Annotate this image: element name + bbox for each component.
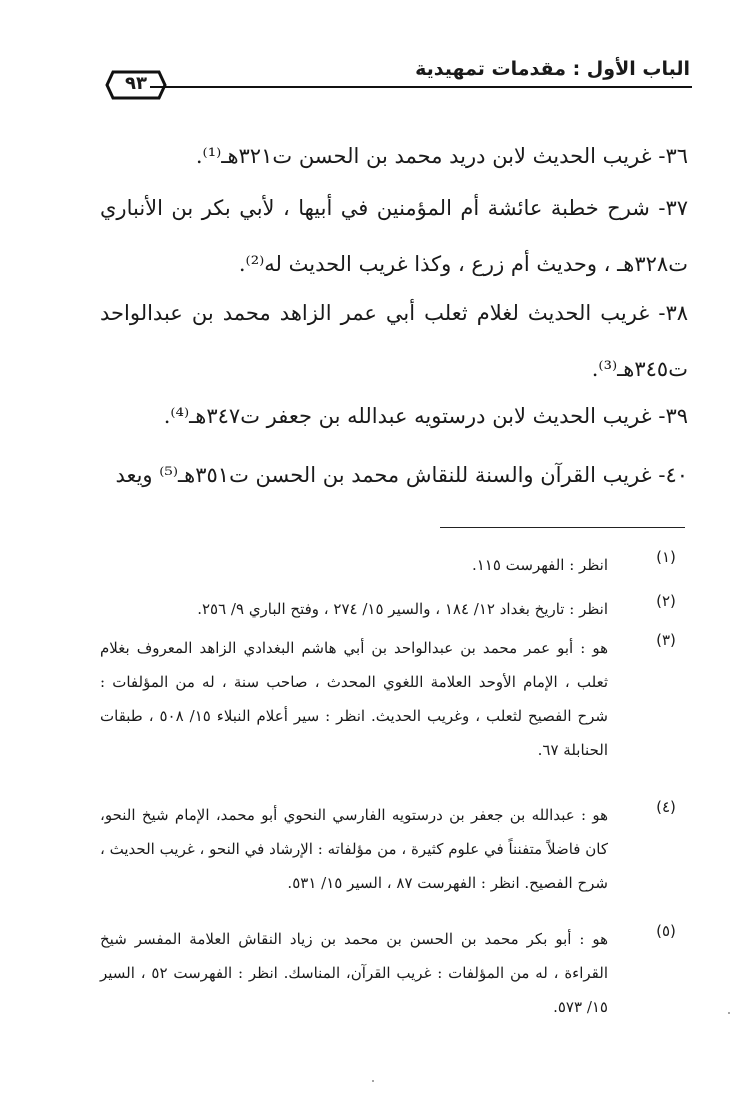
footnote-number: (٥) (656, 922, 676, 940)
footnote-separator (440, 527, 685, 528)
entry-38: ٣٨- غريب الحديث لغلام ثعلب أبي عمر الزاهد محمد بن عبدالواحد ت٣٤٥هـ⁽³⁾. (100, 301, 688, 381)
entry-37: ٣٧- شرح خطبة عائشة أم المؤمنين في أبيها ، لأبي بكر بن الأنباري ت٣٢٨هـ ، وحديث أم زرع ، وكذا غريب الحديث له⁽²⁾. (100, 196, 688, 276)
footnote-text: انظر : تاريخ بغداد ١٢/ ١٨٤ ، والسير ١٥/ ٢٧٤ ، وفتح الباري ٩/ ٢٥٦. (197, 600, 608, 618)
page-number-box (105, 70, 167, 100)
footnote-number: (٤) (656, 798, 676, 816)
header-rule (150, 86, 692, 88)
footnote-text: هو : أبو بكر محمد بن الحسن بن محمد بن زياد النقاش العلامة المفسر شيخ القراءة ، له من المؤلفات : غريب القرآن، المناسك. انظر : الفهرست ٥٢ ، السير ١٥/ ٥٧٣. (100, 930, 608, 1016)
footnote-number: (١) (656, 548, 676, 566)
footnote-text: هو : عبدالله بن جعفر بن درستويه الفارسي النحوي أبو محمد، الإمام شيخ النحو، كان فاضلاً متفنناً في علوم كثيرة ، من مؤلفاته : الإرشاد في النحو ، غريب الحديث ، شرح الفصيح. انظر : الفهرست ٨٧ ، السير ١٥/ ٥٣١. (100, 806, 608, 892)
footnote-text: انظر : الفهرست ١١٥. (471, 556, 608, 574)
chapter-title: الباب الأول : مقدمات تمهيدية (415, 58, 690, 80)
footnote-text: هو : أبو عمر محمد بن عبدالواحد بن أبي هاشم البغدادي الزاهد المعروف بغلام ثعلب ، الإمام الأوحد العلامة اللغوي المحدث ، صاحب سنة ، له من المؤلفات : شرح الفصيح لثعلب ، وغريب الحديث. انظر : سير أعلام النبلاء ١٥/ ٥٠٨ ، طبقات الحنابلة ٦٧. (100, 639, 608, 759)
page-number: ٩٣ (125, 73, 147, 94)
footnote-number: (٣) (656, 631, 676, 649)
scan-speck (372, 1080, 374, 1082)
scan-speck (728, 1012, 730, 1014)
entry-36: ٣٦- غريب الحديث لابن دريد محمد بن الحسن ت٣٢١هـ⁽¹⁾. (195, 144, 688, 168)
footnote-number: (٢) (656, 592, 676, 610)
entry-40: ٤٠- غريب القرآن والسنة للنقاش محمد بن الحسن ت٣٥١هـ⁽⁵⁾ ويعد (115, 463, 688, 487)
entry-39: ٣٩- غريب الحديث لابن درستويه عبدالله بن جعفر ت٣٤٧هـ⁽⁴⁾. (163, 404, 688, 428)
